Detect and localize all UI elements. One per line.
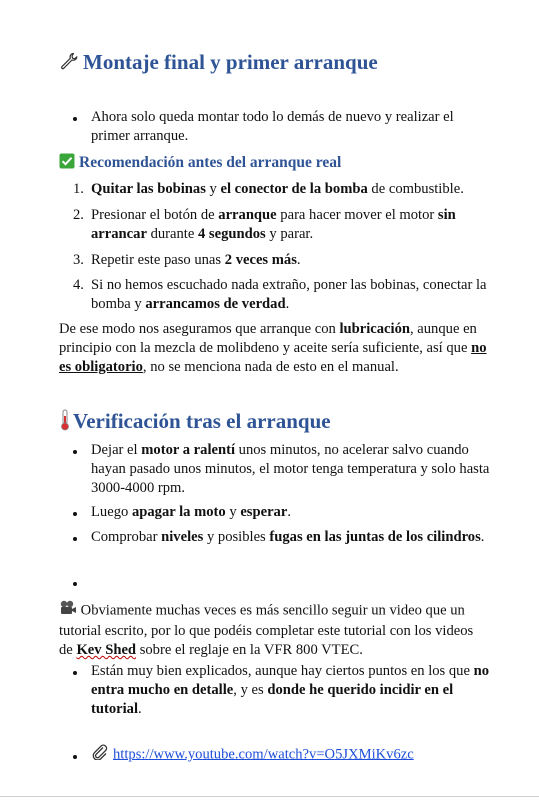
bullet-dot [73,450,77,454]
youtube-link[interactable]: https://www.youtube.com/watch?v=O5JXMiKv6zc [113,746,414,763]
wrench-icon [59,51,79,77]
bullet-explicados: Están muy bien explicados, aunque hay ciertos puntos en los que no entra mucho en detalle, y es donde he querido incidir en el tutorial. [91,663,490,717]
bullet-dot-empty [73,582,77,586]
list-item: Repetir este paso unas 2 veces más. [91,252,301,268]
paperclip-icon [91,744,109,766]
page-bottom-divider [0,796,539,797]
list-number: 2. [73,207,84,223]
list-number: 3. [73,252,84,268]
check-mark-button-icon [59,153,75,174]
list-number: 1. [73,181,84,197]
bullet-dot [73,537,77,541]
bullet-comprobar: Comprobar niveles y posibles fugas en las juntas de los cilindros. [91,529,485,545]
list-number: 4. [73,277,84,293]
section-title-verificacion: Verificación tras el arranque [59,409,331,437]
bullet-ralenti: Dejar el motor a ralentí unos minutos, no acelerar salvo cuando hayan pasado unos minutos, el motor tenga temperatura y solo hasta 3000-4000 rpm. [91,442,490,496]
paragraph-video: Obviamente muchas veces es más sencillo seguir un video que un tutorial escrito, por lo que podéis completar este tutorial con los videos de Kev Shed sobre el reglaje en la VFR 800 VTEC. [59,600,489,660]
bullet-montar: Ahora solo queda montar todo lo demás de nuevo y realizar el primer arranque. [91,109,454,144]
list-item: Si no hemos escuchado nada extraño, poner las bobinas, conectar la bomba y arrancamos de verdad. [91,277,487,312]
bullet-link [91,744,491,766]
bullet-dot [73,117,77,121]
section-title-montaje: Montaje final y primer arranque [59,50,378,77]
film-projector-icon [59,600,77,622]
list-item: Quitar las bobinas y el conector de la bomba de combustible. [91,181,464,197]
list-item: Presionar el botón de arranque para hacer mover el motor sin arrancar durante 4 segundos y parar. [91,207,456,242]
thermometer-icon [59,409,71,437]
bullet-dot [73,512,77,516]
recommendation-title: Recomendación antes del arranque real [59,153,341,174]
bullet-dot [73,755,77,759]
bullet-dot [73,671,77,675]
bullet-apagar: Luego apagar la moto y esperar. [91,504,291,520]
paragraph-lubricacion: De ese modo nos aseguramos que arranque con lubricación, aunque en principio con la mezcla de molibdeno y aceite sería suficiente, así que no es obligatorio, no se menciona nada de esto en el manual. [59,321,487,375]
